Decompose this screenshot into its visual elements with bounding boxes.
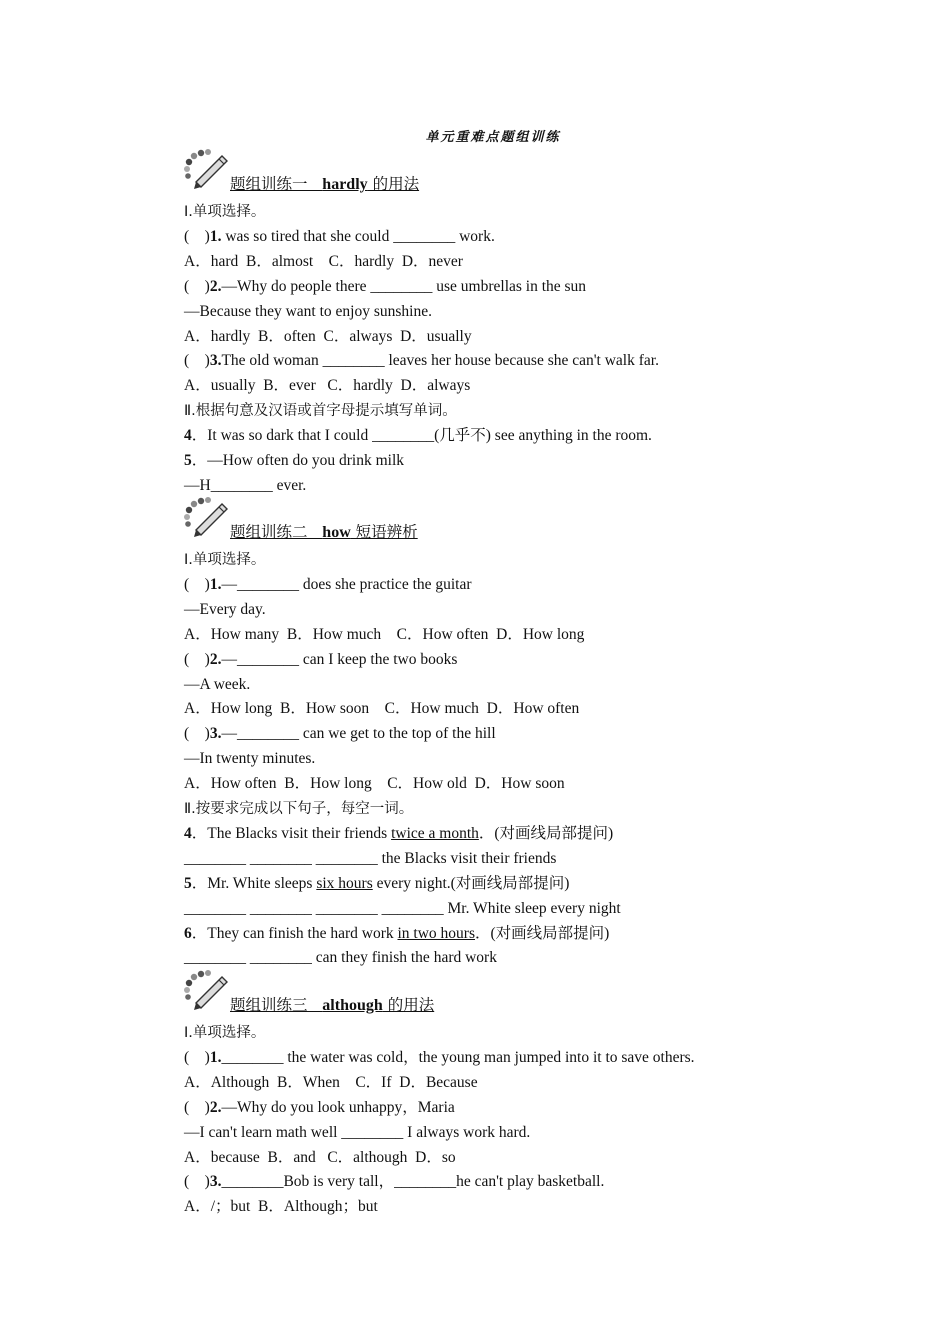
section-title-keyword: how [322, 524, 351, 541]
text-run: ．(对画线局部提问) [475, 924, 610, 942]
text-run: ．—How often do you drink milk [191, 452, 404, 469]
text-run: Ⅱ.按要求完成以下句子，每空一词。 [184, 801, 414, 817]
question-line [184, 625, 584, 645]
pencil-icon [182, 148, 230, 190]
text-run: 1. [209, 227, 222, 245]
text-run: ．The Blacks visit their friends [191, 824, 392, 842]
text-run: 5 [184, 452, 192, 469]
question-line [184, 724, 496, 744]
section-title-keyword: hardly [322, 176, 368, 193]
text-run: —A week. [184, 675, 251, 693]
question-line [184, 1172, 604, 1192]
question-line [184, 899, 621, 919]
text-run: ( ) [184, 352, 210, 370]
question-line [184, 675, 250, 695]
text-run: The old woman ________ leaves her house because she can't walk far. [221, 352, 659, 370]
text-run: A．hardly B．often C．always D．usually [184, 327, 472, 345]
section-title-suffix: 短语辨析 [350, 523, 418, 541]
text-run: —H________ ever. [184, 476, 307, 494]
section-title-suffix: 的用法 [367, 175, 420, 193]
question-line [184, 426, 652, 446]
text-run: —In twenty minutes. [184, 750, 316, 768]
text-run: ________Bob is very tall，________he can't play basketball. [221, 1173, 605, 1191]
text-run: 4 [184, 427, 192, 445]
text-run: A．/；but B．Although；but [184, 1198, 378, 1216]
text-run: ( ) [184, 1098, 210, 1116]
question-line [184, 1197, 378, 1217]
text-run: ( ) [184, 1173, 210, 1191]
section-heading [182, 148, 682, 194]
question-line [184, 302, 432, 322]
text-run: 3. [209, 352, 222, 370]
text-run: ________ ________ ________ ________ Mr. White sleep every night [184, 899, 621, 917]
question-line [184, 575, 472, 595]
question-line [184, 451, 404, 471]
question-line [184, 1048, 695, 1068]
text-run: A．hard B．almost C．hardly D．never [184, 252, 463, 270]
section-title-prefix: 题组训练二 [230, 523, 323, 541]
section-title-prefix: 题组训练三 [230, 996, 323, 1014]
text-run: A．Although B．When C．If D．Because [184, 1073, 478, 1091]
text-run: 3. [209, 1173, 222, 1191]
question-line [184, 849, 556, 869]
question-line [184, 1098, 455, 1118]
text-run: 1. [209, 575, 222, 593]
underlined-phrase: in two hours [397, 924, 475, 942]
text-run: A．How often B．How long C．How old D．How soon [184, 775, 565, 793]
text-run: 2. [209, 1098, 222, 1116]
section-title-suffix: 的用法 [382, 996, 435, 1014]
question-line [184, 1023, 265, 1043]
text-run: ( ) [184, 650, 210, 668]
text-run: —________ does she practice the guitar [221, 575, 472, 593]
text-run: —Why do people there ________ use umbrellas in the sun [221, 277, 587, 295]
text-run: —I can't learn math well ________ I always work hard. [184, 1123, 531, 1141]
question-line [184, 327, 472, 347]
text-run: Ⅱ.根据句意及汉语或首字母提示填写单词。 [184, 403, 457, 420]
question-line [184, 376, 470, 396]
text-run: 1. [209, 1048, 222, 1066]
text-run: —Every day. [184, 600, 266, 618]
page-title: 单元重难点题组训练 [425, 130, 561, 145]
question-line [184, 699, 579, 719]
text-run: 2. [209, 650, 222, 668]
question-line [184, 1148, 456, 1168]
text-run: ________ ________ ________ the Blacks visit their friends [184, 849, 557, 867]
text-run: —________ can we get to the top of the hill [221, 725, 496, 743]
text-run: 2. [209, 277, 222, 295]
pencil-icon [182, 496, 230, 538]
question-line [184, 749, 315, 769]
question-line [184, 799, 413, 819]
question-line [184, 202, 265, 222]
section-heading [182, 496, 682, 542]
text-run: every night.(对画线局部提问) [372, 874, 570, 892]
text-run: ( ) [184, 725, 210, 743]
question-line [184, 550, 265, 570]
question-line [184, 1073, 478, 1093]
text-run: 6 [184, 924, 192, 942]
text-run: ．It was so dark that I could ________(几乎不) see anything in the room. [191, 427, 652, 445]
section-title [230, 172, 419, 194]
question-line [184, 650, 457, 670]
pencil-icon [182, 969, 230, 1011]
text-run: ________ the water was cold，the young man jumped into it to save others. [221, 1048, 695, 1066]
underlined-phrase: twice a month [391, 824, 479, 842]
text-run: 5 [184, 874, 192, 892]
section-title-keyword: although [322, 997, 383, 1014]
question-line [184, 1123, 530, 1143]
question-line [184, 948, 497, 968]
question-line [184, 401, 457, 421]
question-line [184, 252, 463, 272]
question-line [184, 351, 659, 371]
text-run: ( ) [184, 1048, 210, 1066]
text-run: ________ ________ can they finish the hard work [184, 949, 497, 967]
text-run: ．(对画线局部提问) [478, 824, 614, 842]
text-run: Ⅰ.单项选择。 [184, 552, 266, 568]
question-line [184, 874, 569, 894]
text-run: —________ can I keep the two books [221, 650, 458, 668]
text-run: A．usually B．ever C．hardly D．always [184, 377, 471, 395]
text-run: ( ) [184, 277, 210, 295]
underlined-phrase: six hours [316, 874, 373, 892]
section-heading [182, 969, 682, 1015]
text-run: —Why do you look unhappy，Maria [221, 1098, 455, 1116]
text-run: A．because B．and C．although D．so [184, 1148, 456, 1166]
text-run: —Because they want to enjoy sunshine. [184, 302, 432, 320]
section-title [230, 993, 434, 1015]
text-run: Ⅰ.单项选择。 [184, 204, 266, 220]
text-run: 3. [209, 725, 222, 743]
section-title-prefix: 题组训练一 [230, 175, 323, 193]
question-line [184, 600, 266, 620]
section-title [230, 520, 418, 542]
text-run: A．How many B．How much C．How often D．How long [184, 625, 585, 643]
text-run: ．They can finish the hard work [191, 924, 398, 942]
question-line [184, 277, 586, 297]
text-run: ( ) [184, 575, 210, 593]
text-run: ．Mr. White sleeps [191, 874, 317, 892]
text-run: 4 [184, 824, 192, 842]
question-line [184, 924, 609, 944]
question-line [184, 824, 613, 844]
text-run: A．How long B．How soon C．How much D．How often [184, 700, 580, 718]
question-line [184, 774, 565, 794]
question-line [184, 227, 495, 247]
text-run: Ⅰ.单项选择。 [184, 1025, 266, 1041]
text-run: ( ) [184, 227, 210, 245]
text-run: was so tired that she could ________ work. [221, 227, 495, 245]
question-line [184, 476, 306, 496]
